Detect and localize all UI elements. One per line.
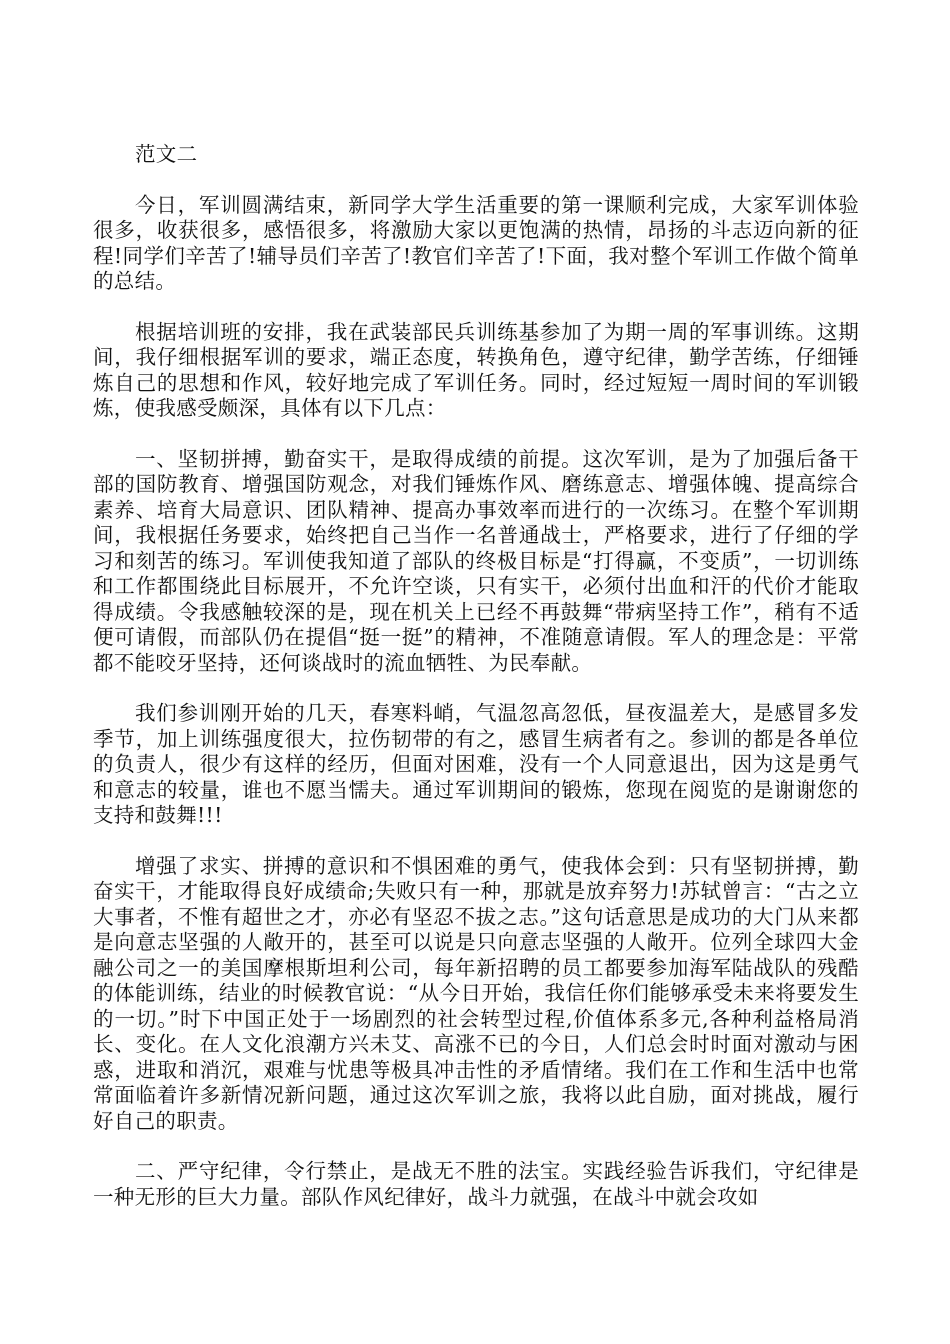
paragraph-6: 二、严守纪律，令行禁止，是战无不胜的法宝。实践经验告诉我们，守纪律是一种无形的巨大力量。部队作风纪律好，战斗力就强，在战斗中就会攻如 <box>93 1159 859 1209</box>
paragraph-2: 根据培训班的安排，我在武装部民兵训练基参加了为期一周的军事训练。这期间，我仔细根据军训的要求，端正态度，转换角色，遵守纪律，勤学苦练，仔细锤炼自己的思想和作风，较好地完成了军训任务。同时，经过短短一周时间的军训锻炼，使我感受颇深，具体有以下几点： <box>93 319 859 420</box>
document-heading: 范文二 <box>135 142 198 166</box>
document-page <box>93 142 859 1235</box>
paragraph-1: 今日，军训圆满结束，新同学大学生活重要的第一课顺利完成，大家军训体验很多，收获很多，感悟很多，将激励大家以更饱满的热情，昂扬的斗志迈向新的征程!同学们辛苦了!辅导员们辛苦了!教官们辛苦了!下面，我对整个军训工作做个简单的总结。 <box>93 192 859 293</box>
paragraph-5: 增强了求实、拼搏的意识和不惧困难的勇气，使我体会到：只有坚韧拼搏，勤奋实干，才能取得良好成绩命;失败只有一种，那就是放弃努力!苏轼曾言：“古之立大事者，不惟有超世之才，亦必有坚忍不拔之志。”这句话意思是成功的大门从来都是向意志坚强的人敞开的，甚至可以说是只向意志坚强的人敞开。位列全球四大金融公司之一的美国摩根斯坦利公司，每年新招聘的员工都要参加海军陆战队的残酷的体能训练，结业的时候教官说：“从今日开始，我信任你们能够承受未来将要发生的一切。”时下中国正处于一场剧烈的社会转型过程,价值体系多元,各种利益格局消长、变化。在人文化浪潮方兴未艾、高涨不已的今日，人们总会时时面对激动与困惑，进取和消沉，艰难与忧患等极具冲击性的矛盾情绪。我们在工作和生活中也常常面临着许多新情况新问题，通过这次军训之旅，我将以此自励，面对挑战，履行好自己的职责。 <box>93 853 859 1133</box>
paragraph-3: 一、坚韧拼搏，勤奋实干，是取得成绩的前提。这次军训，是为了加强后备干部的国防教育、增强国防观念，对我们锤炼作风、磨练意志、增强体魄、提高综合素养、培育大局意识、团队精神、提高办事效率而进行的一次练习。在整个军训期间，我根据任务要求，始终把自己当作一名普通战士，严格要求，进行了仔细的学习和刻苦的练习。军训使我知道了部队的终极目标是“打得赢，不变质”，一切训练和工作都围绕此目标展开，不允许空谈，只有实干，必须付出血和汗的代价才能取得成绩。令我感触较深的是，现在机关上已经不再鼓舞“带病坚持工作”，稍有不适便可请假，而部队仍在提倡“挺一挺”的精神，不准随意请假。军人的理念是：平常都不能咬牙坚持，还何谈战时的流血牺牲、为民奉献。 <box>93 446 859 675</box>
paragraph-4: 我们参训刚开始的几天，春寒料峭，气温忽高忽低，昼夜温差大，是感冒多发季节，加上训练强度很大，拉伤韧带的有之，感冒生病者有之。参训的都是各单位的负责人，很少有这样的经历，但面对困难，没有一个人同意退出，因为这是勇气和意志的较量，谁也不愿当懦夫。通过军训期间的锻炼，您现在阅览的是谢谢您的支持和鼓舞!!! <box>93 701 859 827</box>
